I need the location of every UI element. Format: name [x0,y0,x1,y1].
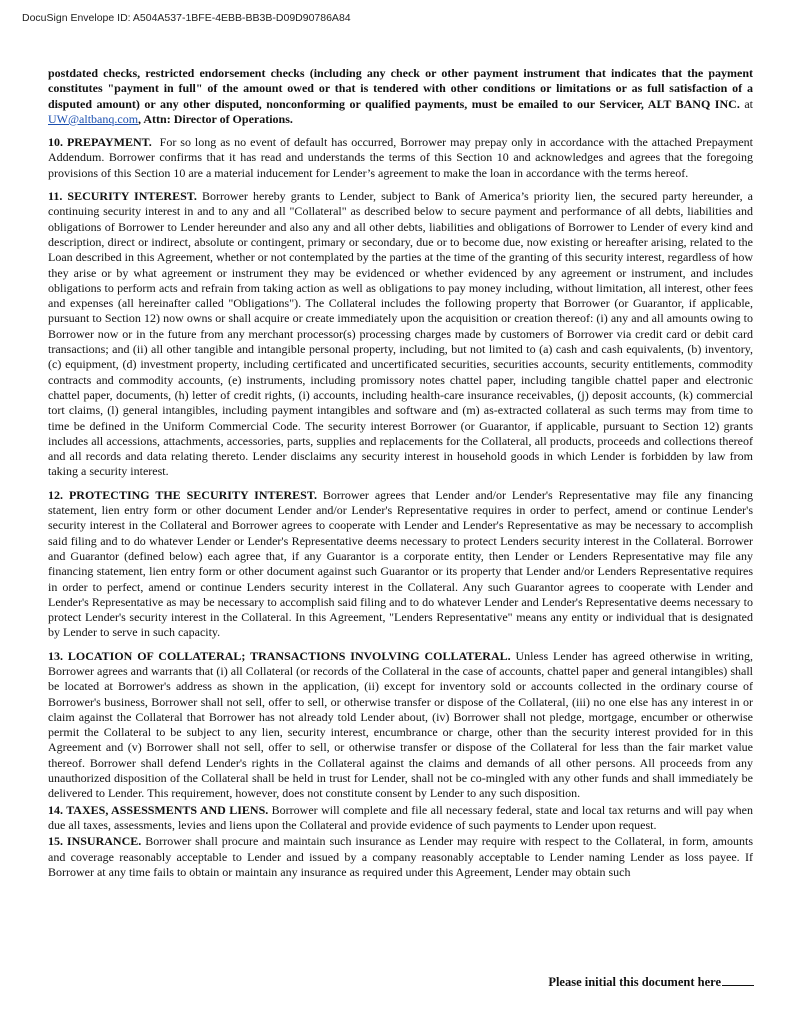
intro-text: postdated checks, restricted endorsement checks (including any check or other payment instrument that indicates that the payment constitutes "payment in full" of the amount owed or that is tendered with other conditions or limitations or as full satisfaction of a disputed amount) or any other disputed, nonconforming or qualified payments, must be emailed to our Servicer, ALT BANQ INC. [48,66,753,111]
section-12-heading: 12. PROTECTING THE SECURITY INTEREST. [48,487,317,502]
intro-paragraph [48,66,753,127]
section-11 [48,189,753,480]
section-15-heading: 15. INSURANCE. [48,834,142,849]
section-14-body: Borrower will complete and file all necessary federal, state and local tax returns and will pay when due all taxes, assessments, levies and liens upon the Collateral and provide evidence of such payments to Lender upon request. [48,802,753,832]
section-12-body: Borrower agrees that Lender and/or Lender's Representative may file any financing statement, lien entry form or other document Lender and/or Lender's Representative requires in order to perfect, amend or continue Lender's security interest in the Collateral and Borrower agrees to cooperate with Lender and Lender's Representative as may be necessary to accomplish said filing and to do whatever Lender or Lender's Representative deems necessary to protect Lenders security interest in the Collateral. Borrower and Guarantor (defined below) each agree that, if any Guarantor is a corporate entity, then Lender or Lenders Representative may file any financing statement, lien entry form or other document against such Guarantor or its property that Lender and/or Lenders Representative requires in order to perfect, amend or continue Lenders security interest in the Collateral. Any such Guarantor agrees to cooperate with Lender and Lender's Representative as may be necessary to accomplish said filing and to do whatever Lender and Lender's Representative deems necessary to protect Lender's security interest in the Collateral. In this Agreement, "Lenders Representative" means any entity or individual that is designated by Lender to serve in such capacity. [48,487,753,640]
section-11-body: Borrower hereby grants to Lender, subject to Bank of America’s priority lien, the secured party hereunder, a continuing security interest in and to any and all "Collateral" as described below to secure payment and performance of all debts, liabilities and obligations of Borrower to Lender hereunder and also any and all other debts, liabilities and obligations of Borrower to Lender of every kind and description, direct or indirect, absolute or contingent, primary or secondary, due or to become due, now existing or hereafter arising, related to the Loan described in this Agreement, whether or not contemplated by the parties at the time of the granting of this security interest, regardless of how they arise or by what agreement or instrument they may be evidenced or whether evidenced by any agreement or instrument, and includes obligations to perform acts and refrain from taking action as well as obligations to pay money including, without limitation, all interest, other fees and expenses (all hereinafter called "Obligations"). The Collateral includes the following property that Borrower (or Guarantor, if applicable, pursuant to Section 12) now owns or shall acquire or create immediately upon the acquisition or creation thereof: (i) any and all amounts owing to Borrower now or in the future from any merchant processor(s) processing charges made by customers of Borrower via credit card or debit card transactions; and (ii) all other tangible and intangible personal property, including, but not limited to (a) cash and cash equivalents, (b) inventory, (c) equipment, (d) investment property, including certificated and uncertificated securities, securities accounts, security entitlements, commodity contracts and commodity accounts, (e) instruments, including promissory notes chattel paper, including tangible chattel paper and electronic chattel paper, documents, (h) letter of credit rights, (i) accounts, including health-care insurance receivables, (j) deposit accounts, (k) commercial tort claims, (l) general intangibles, including payment intangibles and software and (m) as-extracted collateral as such terms may from time to time be defined in the Uniform Commercial Code. The security interest Borrower (or Guarantor, if applicable, pursuant to Section 12) grants includes all accessions, attachments, accessories, parts, supplies and replacements for the Collateral, all products, proceeds and collections thereof and all records and data relating thereto. Lender disclaims any security interest in household goods in which Lender is forbidden by law from taking a security interest. [48,189,753,479]
initial-prompt-text: Please initial this document here [548,975,721,989]
section-11-heading: 11. SECURITY INTEREST. [48,189,197,204]
section-13-heading: 13. LOCATION OF COLLATERAL; TRANSACTIONS INVOLVING COLLATERAL. [48,648,511,663]
intro-attn: , Attn: Director of Operations. [138,111,293,126]
servicer-email-link[interactable]: UW@altbanq.com [48,111,139,126]
initial-blank-field[interactable] [722,974,754,986]
section-14 [48,803,753,834]
section-10 [48,135,753,181]
section-14-heading: 14. TAXES, ASSESSMENTS AND LIENS. [48,802,269,817]
section-10-body: For so long as no event of default has occurred, Borrower may prepay only in accordance with the attached Prepayment Addendum. Borrower confirms that it has read and understands the terms of this Section 10 and acknowledges and agrees that the foregoing provisions of this Section 10 are a material inducement for Lender’s agreement to make the loan in accordance with the terms hereof. [48,135,754,180]
section-15 [48,834,753,880]
section-10-heading: 10. PREPAYMENT. [48,135,152,150]
envelope-id: DocuSign Envelope ID: A504A537-1BFE-4EBB-BB3B-D09D90786A84 [22,12,351,24]
intro-at: at [739,96,753,111]
section-13-body: Unless Lender has agreed otherwise in writing, Borrower agrees and warrants that (i) all Collateral (or records of the Collateral in the case of accounts, chattel paper and general intangibles) shall be located at Borrower's address as shown in the application, (ii) except for inventory sold or accounts collected in the ordinary course of Borrower's business, Borrower shall not sell, offer to sell, or otherwise transfer or dispose of the Collateral, (iii) no one else has any interest in or claim against the Collateral that Borrower has not already told Lender about, (iv) Borrower shall not pledge, mortgage, encumber or otherwise permit the Collateral to be subject to any lien, security interest, encumbrance or charge, other than the security interest provided for in this Agreement and (v) Borrower shall not sell, offer to sell, or otherwise transfer or dispose of the Collateral for less than the fair market value thereof. Borrower shall defend Lender's rights in the Collateral against the claims and demands of all other persons. All proceeds from any unauthorized disposition of the Collateral shall be held in trust for Lender, shall not be co-mingled with any other funds and shall immediately be delivered to Lender. This requirement, however, does not constitute consent by Lender to any such disposition. [48,648,753,801]
section-12 [48,488,753,641]
section-15-body: Borrower shall procure and maintain such insurance as Lender may require with respect to the Collateral, in form, amounts and coverage reasonably acceptable to Lender and issued by a company reasonably acceptable to Lender naming Lender as loss payee. If Borrower at any time fails to obtain or maintain any insurance as required under this Agreement, Lender may obtain such [48,834,754,879]
initial-prompt [548,974,754,990]
section-13 [48,649,753,802]
document-body [48,66,753,888]
